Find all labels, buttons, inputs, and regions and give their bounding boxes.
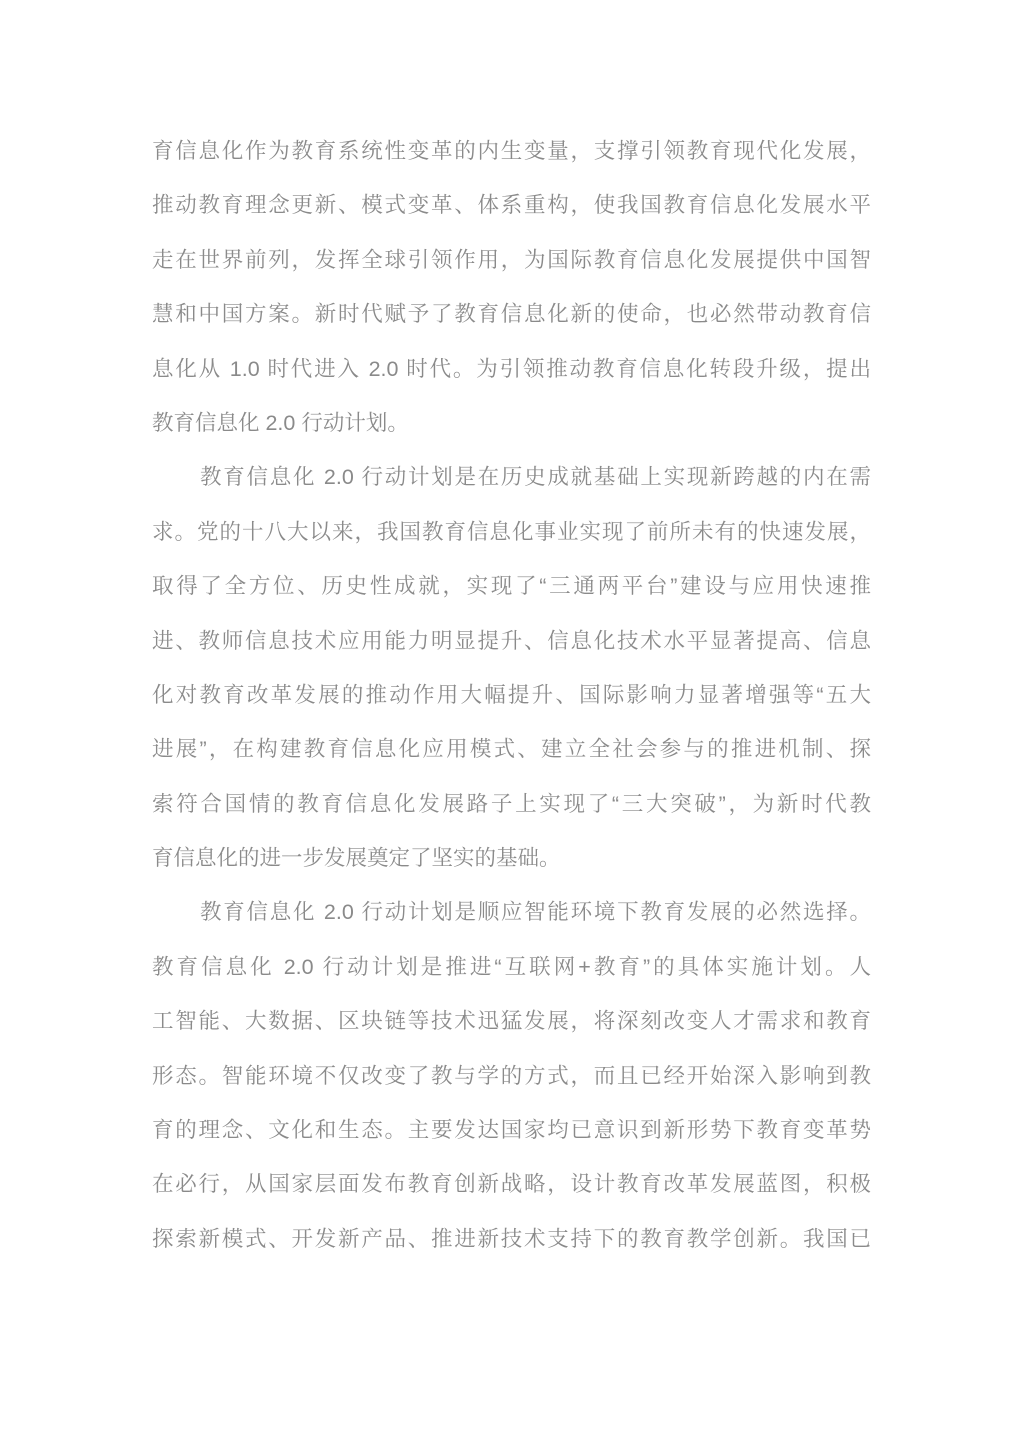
text-line: 走在世界前列，发挥全球引领作用，为国际教育信息化发展提供中国智 bbox=[152, 247, 871, 272]
text-line: 取得了全方位、历史性成就，实现了“三通两平台”建设与应用快速推 bbox=[152, 574, 871, 599]
text-line: 推动教育理念更新、模式变革、体系重构，使我国教育信息化发展水平 bbox=[152, 193, 871, 218]
text-line: 化对教育改革发展的推动作用大幅提升、国际影响力显著增强等“五大 bbox=[152, 682, 871, 707]
document-text-block bbox=[152, 124, 871, 1266]
text-line: 育信息化作为教育系统性变革的内生变量，支撑引领教育现代化发展， bbox=[152, 139, 871, 163]
text-line: 工智能、大数据、区块链等技术迅猛发展，将深刻改变人才需求和教育 bbox=[152, 1009, 871, 1034]
text-line: 教育信息化 2.0 行动计划是推进“互联网+教育”的具体实施计划。人 bbox=[152, 954, 871, 979]
text-line: 息化从 1.0 时代进入 2.0 时代。为引领推动教育信息化转段升级，提出 bbox=[152, 356, 871, 381]
text-line: 育信息化的进一步发展奠定了坚实的基础。 bbox=[152, 846, 561, 871]
text-line: 教育信息化 2.0 行动计划是顺应智能环境下教育发展的必然选择。 bbox=[200, 900, 871, 925]
text-line: 教育信息化 2.0 行动计划。 bbox=[152, 410, 409, 435]
text-line: 形态。智能环境不仅改变了教与学的方式，而且已经开始深入影响到教 bbox=[152, 1063, 871, 1088]
text-line: 探索新模式、开发新产品、推进新技术支持下的教育教学创新。我国已 bbox=[152, 1226, 871, 1251]
text-line: 育的理念、文化和生态。主要发达国家均已意识到新形势下教育变革势 bbox=[152, 1118, 871, 1143]
text-line: 慧和中国方案。新时代赋予了教育信息化新的使命，也必然带动教育信 bbox=[152, 302, 871, 327]
text-line: 在必行，从国家层面发布教育创新战略，设计教育改革发展蓝图，积极 bbox=[152, 1172, 871, 1197]
text-line: 索符合国情的教育信息化发展路子上实现了“三大突破”，为新时代教 bbox=[152, 791, 871, 816]
text-line: 求。党的十八大以来，我国教育信息化事业实现了前所未有的快速发展， bbox=[152, 519, 871, 544]
text-line: 进展”，在构建教育信息化应用模式、建立全社会参与的推进机制、探 bbox=[152, 737, 871, 762]
text-line: 教育信息化 2.0 行动计划是在历史成就基础上实现新跨越的内在需 bbox=[200, 465, 871, 490]
text-line: 进、教师信息技术应用能力明显提升、信息化技术水平显著提高、信息 bbox=[152, 628, 871, 653]
